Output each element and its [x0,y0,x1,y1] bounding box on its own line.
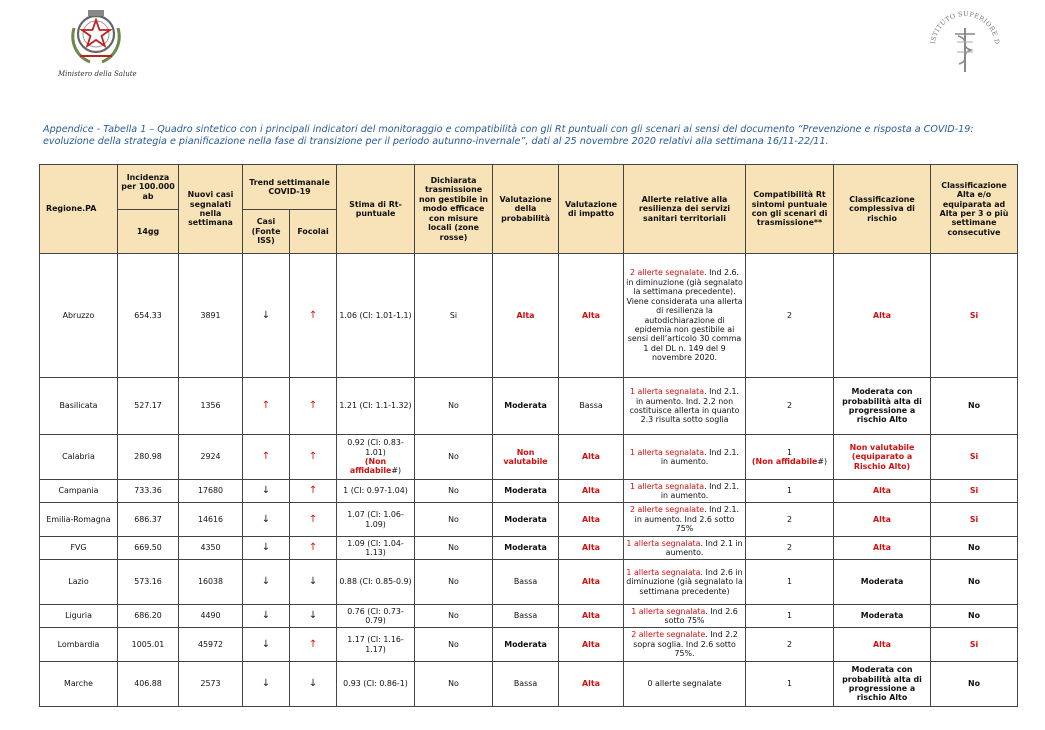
cell-alerts [624,378,746,435]
cell-trend-cases [243,254,290,378]
cell-probability: Moderata [493,480,559,503]
col-risk-header: Classificazione complessiva di rischio [834,165,931,254]
cell-high3: No [931,560,1018,605]
rt-value: 1.06 (CI: 1.01-1.1) [339,310,412,320]
cell-incidence: 669.50 [118,537,179,560]
alerts-count: 2 allerte segnalate [630,268,705,278]
cell-declared: No [415,560,493,605]
arrow-up-icon: ↑ [308,309,318,321]
cell-rt [337,605,415,628]
cell-probability: Moderata [493,503,559,537]
col-new-cases-header: Nuovi casi segnalati nella settimana [179,165,243,254]
cell-trend-cases [243,560,290,605]
col-impact-header: Valutazione di impatto [559,165,624,254]
cell-rt [337,378,415,435]
alerts-count: 1 allerta segnalata [626,567,701,577]
rt-value: 0.76 (CI: 0.73-0.79) [347,606,404,625]
cell-incidence: 654.33 [118,254,179,378]
cell-risk: Alta [834,628,931,662]
cell-region: FVG [40,537,118,560]
cell-declared: No [415,480,493,503]
cell-declared: No [415,605,493,628]
col-trend-header: Trend settimanale COVID-19 [243,165,337,210]
cell-alerts [624,480,746,503]
table-row [40,628,1018,662]
cell-compat [746,605,834,628]
arrow-down-icon: ↓ [308,576,318,588]
cell-rt: 0.92 (CI: 0.83-1.01) (Non affidabile#) [337,435,415,480]
cell-region: Basilicata [40,378,118,435]
alerts-count: 1 allerta segnalata [630,481,705,491]
alerts-count: 2 allerte segnalate [630,505,705,515]
cell-region: Lazio [40,560,118,605]
cell-impact: Bassa [559,378,624,435]
cell-risk: Moderata con probabilità alta di progressione a rischio Alto [834,662,931,707]
cell-trend-focolai [290,628,337,662]
compat-value: 2 [787,514,793,524]
cell-region: Marche [40,662,118,707]
cell-trend-cases [243,378,290,435]
arrow-up-icon: ↑ [261,400,271,412]
arrow-up-icon: ↑ [308,542,318,554]
compat-value: 1 [787,611,793,621]
table-caption: Appendice - Tabella 1 – Quadro sintetico con i principali indicatori del monitoraggio e compatibilità con gli Rt puntuali con gli scenari ai sensi del documento “Prevenzione e risposta a COVID-19: evoluzione della strategia e pianificazione nella fase di transizione per il periodo autunno-invernale”, dati al 25 novembre 2020 relativi alla settimana 16/11-22/11. [43,124,974,147]
cell-risk: Non valutabile (equiparato a Rischio Alto) [834,435,931,480]
cell-probability: Moderata [493,378,559,435]
table-row [40,435,1018,480]
arrow-down-icon: ↓ [261,638,271,650]
cell-trend-focolai [290,662,337,707]
compat-value: 1 [787,577,793,587]
cell-risk: Alta [834,503,931,537]
cell-impact: Alta [559,537,624,560]
cell-rt [337,662,415,707]
arrow-down-icon: ↓ [261,485,271,497]
cell-compat: 1 (Non affidabile#) [746,435,834,480]
cell-probability: Non valutabile [493,435,559,480]
cell-trend-focolai [290,480,337,503]
arrow-up-icon: ↑ [308,513,318,525]
cell-declared: No [415,628,493,662]
cell-trend-cases [243,662,290,707]
cell-trend-focolai [290,503,337,537]
cell-impact: Alta [559,254,624,378]
cell-trend-focolai [290,435,337,480]
cell-probability: Bassa [493,560,559,605]
cell-new-cases: 3891 [179,254,243,378]
table-header [40,165,1018,254]
cell-trend-cases [243,480,290,503]
rt-value: 0.92 (CI: 0.83-1.01) [347,438,404,457]
col-trend-focolai-header: Focolai [290,210,337,254]
cell-alerts [624,628,746,662]
cell-risk: Alta [834,537,931,560]
cell-alerts [624,254,746,378]
cell-new-cases: 4350 [179,537,243,560]
col-trend-cases-header: Casi (Fonte ISS) [243,210,290,254]
cell-trend-focolai [290,560,337,605]
col-high3-header: Classificazione Alta e/o equiparata ad Alta per 3 o più settimane consecutive [931,165,1018,254]
cell-trend-cases [243,435,290,480]
cell-region: Calabria [40,435,118,480]
iss-seal-icon [925,6,1005,78]
arrow-down-icon: ↓ [261,309,271,321]
cell-alerts [624,605,746,628]
monitoring-table [39,164,1018,707]
ministry-logo [58,6,137,82]
cell-alerts [624,435,746,480]
iss-logo [925,6,1005,78]
cell-region: Lombardia [40,628,118,662]
cell-impact: Alta [559,628,624,662]
cell-probability: Moderata [493,537,559,560]
cell-incidence: 573.16 [118,560,179,605]
arrow-down-icon: ↓ [261,513,271,525]
cell-declared: No [415,537,493,560]
cell-trend-focolai [290,254,337,378]
alerts-detail: . Ind 2.1. in aumento. [660,447,739,466]
alerts-detail: . Ind 2.1. in aumento. [660,481,739,500]
cell-impact: Alta [559,480,624,503]
cell-probability: Alta [493,254,559,378]
cell-compat [746,662,834,707]
arrow-up-icon: ↑ [261,451,271,463]
cell-rt [337,628,415,662]
rt-value: 1.09 (CI: 1.04-1.13) [347,538,404,557]
cell-new-cases: 45972 [179,628,243,662]
alerts-detail: . Ind 2.6. in diminuzione (già segnalato la settimana precedente). Viene considerata una allerta di resilienza la autodichiarazione di epidemia non gestibile ai sensi dell’articolo 30 comma 1 del DL n. 149 del 9 novembre 2020. [626,268,743,363]
table-row [40,254,1018,378]
cell-new-cases: 16038 [179,560,243,605]
alerts-count: 1 allerta segnalata [630,387,705,397]
col-rt-header: Stima di Rt-puntuale [337,165,415,254]
rt-value: 1.07 (CI: 1.06-1.09) [347,510,404,529]
arrow-up-icon: ↑ [308,400,318,412]
cell-declared: No [415,503,493,537]
table-row [40,378,1018,435]
col-probability-header: Valutazione della probabilità [493,165,559,254]
arrow-up-icon: ↑ [308,638,318,650]
cell-compat [746,628,834,662]
cell-new-cases: 2573 [179,662,243,707]
col-incidence-subheader: 14gg [118,210,179,254]
cell-incidence: 686.37 [118,503,179,537]
cell-compat [746,503,834,537]
rt-value: 1 (CI: 0.97-1.04) [343,486,408,496]
alerts-detail: . Ind 2.1 in aumento. [665,538,743,557]
cell-new-cases: 14616 [179,503,243,537]
cell-new-cases: 1356 [179,378,243,435]
cell-region: Abruzzo [40,254,118,378]
ministry-caption: Ministero della Salute [58,70,137,78]
alerts-count: 1 allerta segnalata [626,538,701,548]
cell-high3: No [931,537,1018,560]
compat-value: 2 [787,543,793,553]
compat-value: 1 [787,447,793,457]
cell-high3: Si [931,435,1018,480]
cell-risk: Moderata [834,560,931,605]
rt-value: 0.93 (CI: 0.86-1) [343,679,408,689]
cell-trend-cases [243,537,290,560]
arrow-down-icon: ↓ [308,678,318,690]
cell-high3: No [931,378,1018,435]
cell-compat [746,537,834,560]
alerts-detail: . Ind 2.2 sopra soglia. Ind 2.6 sotto 75%. [633,630,738,659]
cell-new-cases: 4490 [179,605,243,628]
cell-high3: Si [931,254,1018,378]
cell-compat [746,378,834,435]
cell-compat [746,254,834,378]
cell-compat [746,560,834,605]
table-row [40,560,1018,605]
cell-new-cases: 17680 [179,480,243,503]
compat-value: 2 [787,401,793,411]
compat-value: 2 [787,310,793,320]
cell-declared: No [415,662,493,707]
cell-high3: No [931,662,1018,707]
col-incidence-header: Incidenza per 100.000 ab [118,165,179,210]
alerts-count: 1 allerta segnalata [631,606,706,616]
cell-impact: Alta [559,662,624,707]
cell-declared: No [415,435,493,480]
cell-alerts [624,503,746,537]
alerts-detail: . Ind 2.6 in diminuzione (già segnalato la settimana precedente) [626,567,743,596]
cell-trend-focolai [290,537,337,560]
cell-trend-focolai [290,378,337,435]
cell-alerts [624,662,746,707]
table-row [40,503,1018,537]
cell-high3: Si [931,628,1018,662]
cell-risk: Moderata [834,605,931,628]
arrow-up-icon: ↑ [308,451,318,463]
italian-emblem-icon [66,6,126,68]
cell-region: Campania [40,480,118,503]
alerts-detail: . Ind 2.1. in aumento. Ind. 2.2 non costituisce allerta in quanto 2.3 risulta sotto soglia [629,387,740,425]
cell-rt [337,560,415,605]
alerts-count: 2 allerte segnalate [631,630,706,640]
rt-value: 1.21 (CI: 1.1-1.32) [339,401,412,411]
arrow-down-icon: ↓ [261,542,271,554]
col-declared-header: Dichiarata trasmissione non gestibile in modo efficace con misure locali (zone rosse) [415,165,493,254]
cell-impact: Alta [559,605,624,628]
compat-value: 2 [787,639,793,649]
cell-new-cases: 2924 [179,435,243,480]
col-compat-header: Compatibilità Rt sintomi puntuale con gli scenari di trasmissione** [746,165,834,254]
alerts-count: 1 allerta segnalata [630,447,705,457]
table-row [40,480,1018,503]
table-row [40,605,1018,628]
cell-incidence: 733.36 [118,480,179,503]
cell-impact: Alta [559,503,624,537]
arrow-down-icon: ↓ [261,576,271,588]
alerts-detail: 0 allerte segnalate [647,679,722,689]
compat-value: 1 [787,679,793,689]
iss-seal-text: ISTITUTO SUPERIORE D [929,9,1002,46]
cell-rt [337,480,415,503]
cell-region: Emilia-Romagna [40,503,118,537]
cell-risk: Moderata con probabilità alta di progressione a rischio Alto [834,378,931,435]
cell-alerts [624,537,746,560]
col-region-header: Regione.PA [40,165,118,254]
rt-note: (Non affidabile [349,457,392,476]
cell-trend-cases [243,605,290,628]
cell-impact: Alta [559,435,624,480]
cell-high3: Si [931,503,1018,537]
cell-high3: Si [931,480,1018,503]
alerts-detail: . Ind 2.6 sotto 75% [664,606,738,625]
cell-incidence: 527.17 [118,378,179,435]
cell-incidence: 280.98 [118,435,179,480]
cell-risk: Alta [834,254,931,378]
cell-alerts [624,560,746,605]
table-row [40,662,1018,707]
col-alerts-header: Allerte relative alla resilienza dei servizi sanitari territoriali [624,165,746,254]
compat-value: 1 [787,486,793,496]
cell-impact: Alta [559,560,624,605]
cell-high3: No [931,605,1018,628]
cell-trend-focolai [290,605,337,628]
cell-incidence: 406.88 [118,662,179,707]
cell-incidence: 1005.01 [118,628,179,662]
table-row [40,537,1018,560]
compat-note: (Non affidabile [751,457,818,466]
cell-probability: Moderata [493,628,559,662]
arrow-up-icon: ↑ [308,485,318,497]
rt-value: 0.88 (CI: 0.85-0.9) [339,577,412,587]
cell-trend-cases [243,628,290,662]
cell-rt [337,537,415,560]
cell-declared: Si [415,254,493,378]
cell-trend-cases [243,503,290,537]
cell-declared: No [415,378,493,435]
cell-rt [337,503,415,537]
cell-region: Liguria [40,605,118,628]
rt-value: 1.17 (CI: 1.16-1.17) [347,635,404,654]
cell-compat [746,480,834,503]
arrow-down-icon: ↓ [261,678,271,690]
arrow-down-icon: ↓ [261,610,271,622]
alerts-detail: . Ind 2.1. in aumento. Ind 2.6 sotto 75% [634,505,740,534]
cell-risk: Alta [834,480,931,503]
cell-probability: Bassa [493,662,559,707]
arrow-down-icon: ↓ [308,610,318,622]
cell-probability: Bassa [493,605,559,628]
cell-incidence: 686.20 [118,605,179,628]
cell-rt [337,254,415,378]
table-body [40,254,1018,707]
